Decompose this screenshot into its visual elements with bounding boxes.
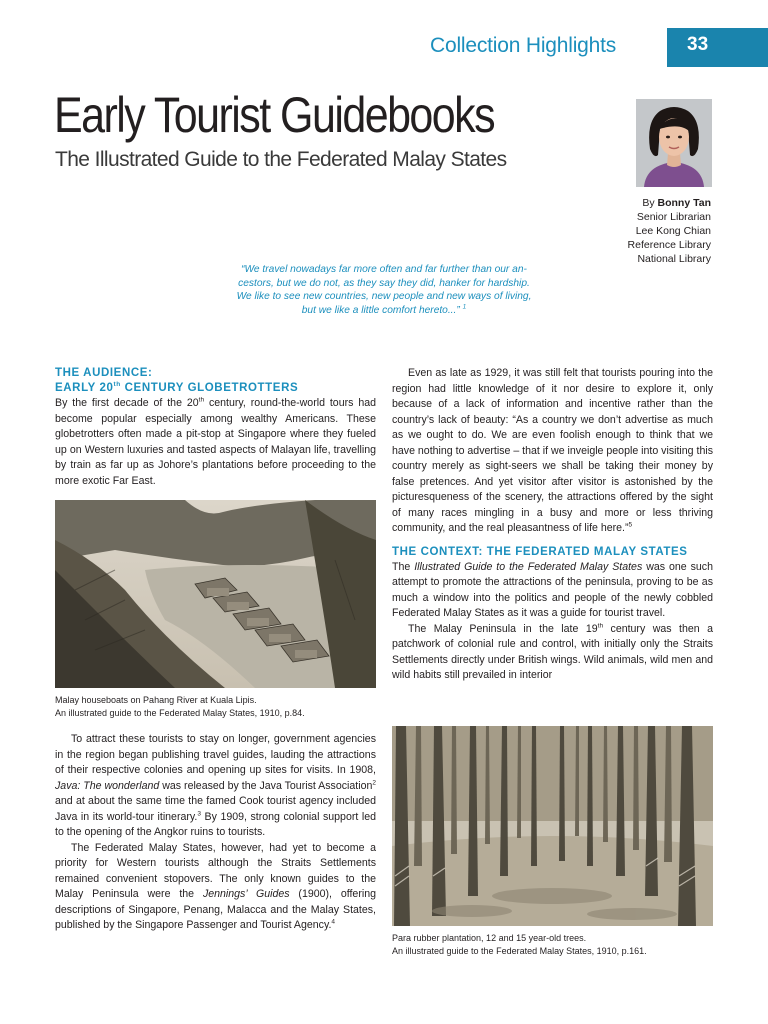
paragraph-text: and at about the same time the famed Cook tourist agency included Java in its world-tour itinerary. — [55, 795, 376, 823]
author-role-line: Senior Librarian — [636, 211, 711, 223]
caption-line: Malay houseboats on Pahang River at Kuala Lipis. — [55, 695, 257, 705]
paragraph-text: century was then a patchwork of colonial rule and control, with initially only the Straits Settlements directly under British wings. Wild animals, wild men and wild habits still prevailed in interior — [392, 622, 713, 681]
quote-line: cestors, but we do not, as they say they did, hanker for hardship. — [238, 277, 530, 289]
photo-caption-plantation — [392, 932, 732, 957]
heading-text: EARLY 20 — [55, 382, 114, 394]
paragraph-text: By 1909, strong colonial support led to the opening of the Angkor ruins to tourists. — [55, 810, 377, 838]
author-byline — [628, 196, 711, 266]
book-title: Java: The wonderland — [55, 779, 160, 792]
author-portrait — [636, 99, 712, 187]
byline-prefix: By — [642, 197, 655, 209]
caption-line: An illustrated guide to the Federated Malay States, 1910, p.161. — [392, 945, 647, 956]
paragraph-sup: th — [597, 621, 604, 629]
paragraph-text: To attract these tourists to stay on longer, government agencies in the region began publishing travel guides, lauding the attractions of their respective colonies and opening up sites for visits. In 1908, — [55, 733, 376, 776]
paragraph-text: The — [392, 560, 415, 573]
section-heading-audience — [55, 366, 376, 396]
section-heading-context: THE CONTEXT: THE FEDERATED MALAY STATES — [392, 545, 688, 558]
caption-line: An illustrated guide to the Federated Malay States, 1910, p.84. — [55, 707, 305, 718]
photo-rubber-plantation — [392, 726, 713, 926]
photo-malay-houseboats — [55, 500, 376, 688]
heading-line — [55, 381, 376, 396]
paragraph-text: The Malay Peninsula in the late 19 — [408, 622, 598, 635]
footnote-ref: 3 — [197, 809, 201, 817]
paragraph-text: century, round-the-world tours had become popular especially among wealthy Americans. These globetrotters often made a pit-stop at Singapore where they fueled up on Western luxuries and tasted aspects of Malayan life, travelling by train as far up as Johore’s plantations before proceeding to the more exotic Far East. — [55, 397, 376, 487]
heading-sup: th — [113, 381, 121, 389]
page-number-box — [667, 28, 768, 67]
paragraph-text: (1900), offering descriptions of Singapore, Penang, Malacca and the Malay States, published by the Singapore Passenger and Tourist Agency. — [55, 888, 376, 931]
book-title: Jennings’ Guides — [202, 888, 290, 900]
footnote-ref: 5 — [628, 521, 633, 529]
footnote-ref: 1 — [462, 303, 467, 311]
paragraph — [55, 732, 376, 841]
page-number: 33 — [687, 34, 709, 55]
article-subtitle: The Illustrated Guide to the Federated Malay States — [55, 148, 507, 171]
heading-text: CENTURY GLOBETROTTERS — [120, 382, 299, 394]
footnote-ref: 2 — [372, 778, 376, 786]
right-column-top — [392, 366, 713, 684]
paragraph-text: By the first decade of the 20 — [55, 397, 199, 409]
book-title: Illustrated Guide to the Federated Malay States — [414, 560, 643, 573]
article-title: Early Tourist Guidebooks — [54, 87, 495, 143]
paragraph-sup: th — [198, 396, 205, 404]
heading-line: THE AUDIENCE: — [55, 367, 153, 379]
pull-quote — [206, 263, 562, 317]
quote-line: We like to see new countries, new people and new ways of living, — [236, 291, 532, 303]
paragraph-text: was one such attempt to promote the attractions of the peninsula, proving to be as much a window into the politics and people of the newly cobbled Federated Malay States as it was a guide for tourist travel. — [392, 560, 713, 619]
photo-caption-houseboats — [55, 694, 385, 719]
author-name: Bonny Tan — [657, 197, 711, 209]
paragraph — [392, 560, 713, 622]
paragraph — [55, 841, 376, 934]
quote-line: but we like a little comfort hereto...” — [301, 304, 460, 316]
caption-line: Para rubber plantation, 12 and 15 year-old trees. — [392, 933, 587, 943]
left-column-bottom — [55, 732, 376, 934]
author-role-line: Lee Kong Chian — [635, 225, 711, 237]
section-title: Collection Highlights — [430, 34, 617, 57]
paragraph-text: was released by the Java Tourist Association — [159, 779, 373, 792]
footnote-ref: 4 — [331, 918, 336, 926]
paragraph-text: The Federated Malay States, however, had yet to become a priority for Western tourists although the Straits Settlements remained convenient stopovers. The only known guides to the Malay Peninsula were the — [55, 841, 376, 900]
left-column-top — [55, 366, 376, 489]
paragraph — [392, 622, 713, 684]
paragraph-text: Even as late as 1929, it was still felt that tourists pouring into the region had little knowledge of it nor desire to explore it, only because of a lack of information and incentive rather than the country’s lack of beauty: “As a country we don’t advertise as much as we ought to do. We are even foolish enough to think that we have nothing to advertise – that if we inveigle people into visiting this country merely as sight-seers we shall be taking their money by false pretences. And yet visitor after visitor is astonished by the picturesqueness of the scenery, the attractions offered by the sight of many races mingling in a busy and more or less thriving community, and the real pleasantness of life here.” — [392, 367, 713, 534]
paragraph — [392, 366, 713, 537]
paragraph — [55, 396, 376, 489]
author-role-line: National Library — [637, 253, 711, 265]
author-role-line: Reference Library — [627, 239, 711, 251]
quote-line: “We travel nowadays far more often and far further than our an- — [241, 264, 527, 275]
